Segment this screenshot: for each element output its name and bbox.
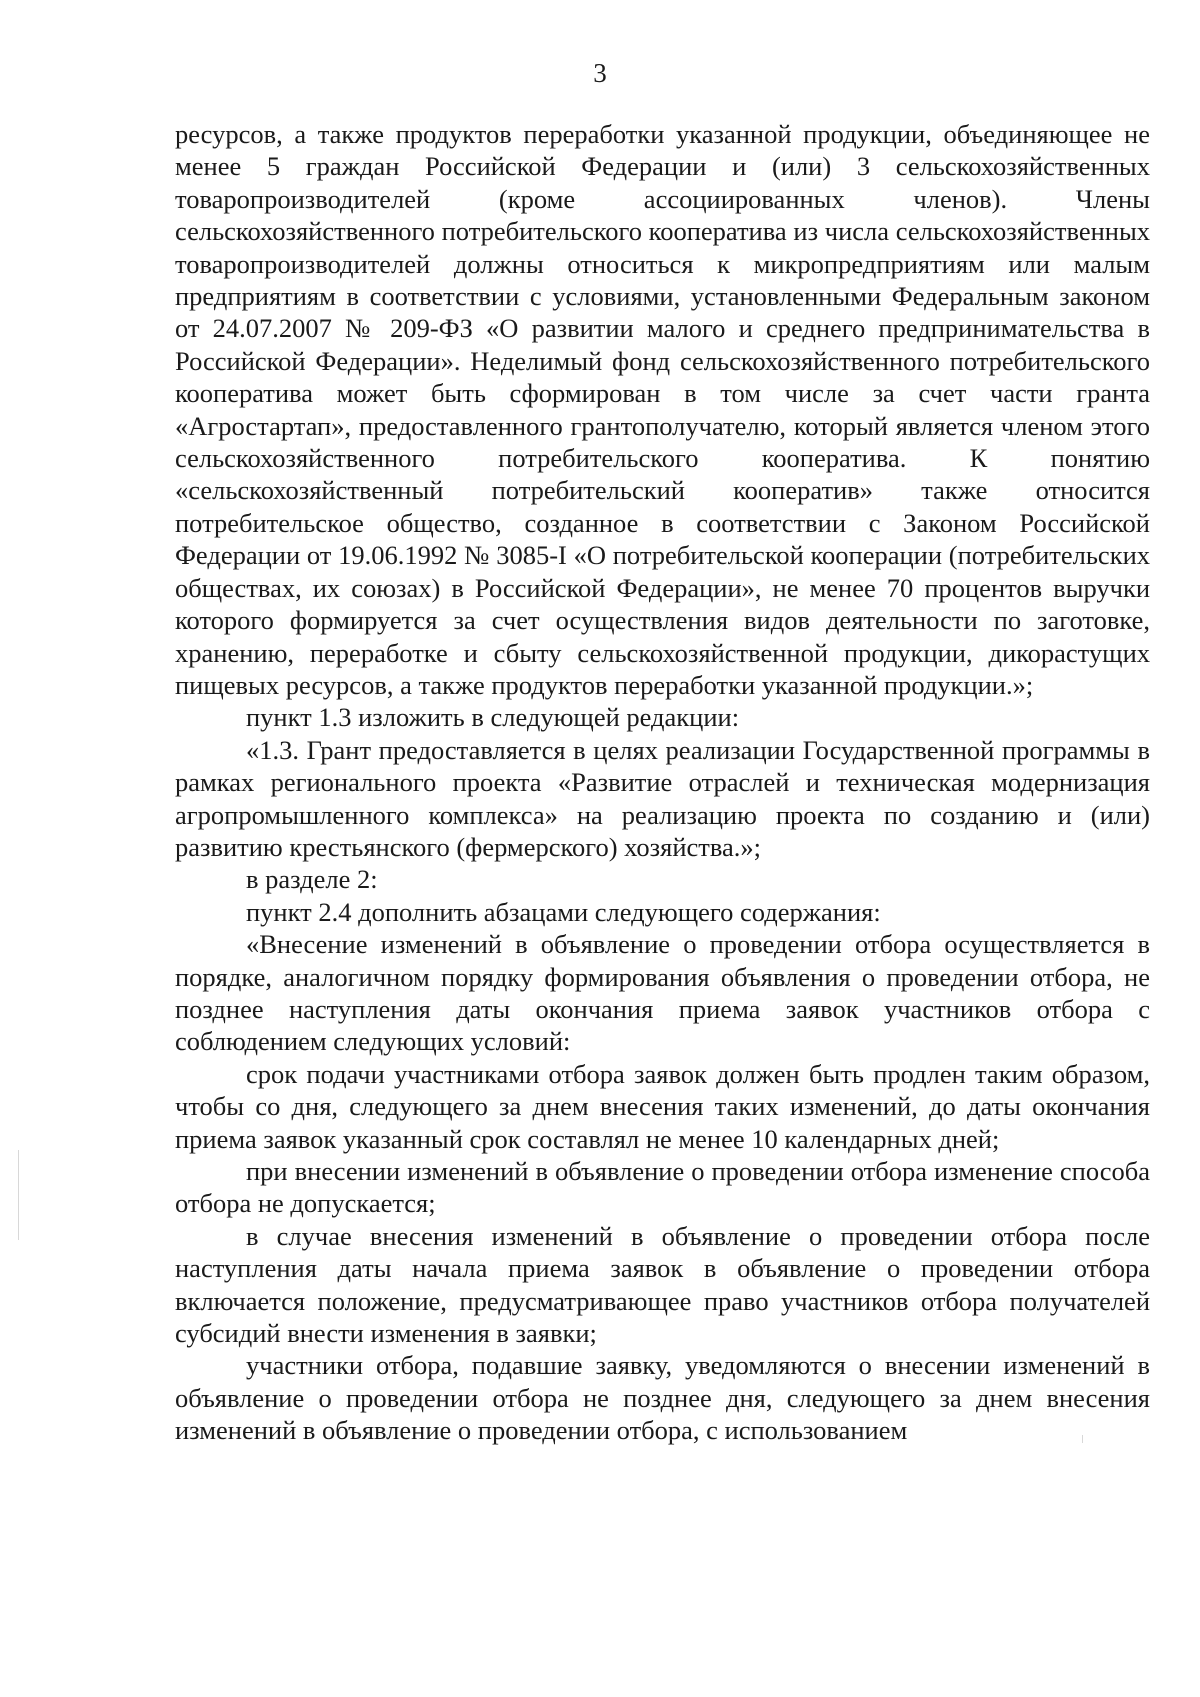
- paragraph-method-change: при внесении изменений в объявление о проведении отбора изменение способа отбора не допускается;: [175, 1156, 1150, 1219]
- scan-artifact-right: [1082, 1435, 1083, 1443]
- paragraph-deadline-extension: срок подачи участниками отбора заявок должен быть продлен таким образом, чтобы со дня, следующего за днем внесения таких изменений, до даты окончания приема заявок указанный срок составлял не менее 10 календарных дней;: [175, 1058, 1150, 1154]
- scan-artifact-left: [18, 1150, 19, 1240]
- page-number: 3: [593, 58, 607, 88]
- paragraph-amendment-procedure: «Внесение изменений в объявление о проведении отбора осуществляется в порядке, аналогичном порядку формирования объявления о проведении отбора, не позднее наступления даты окончания приема заявок участников отбора с соблюдением следующих условий:: [175, 929, 1150, 1057]
- paragraph-application-changes: в случае внесения изменений в объявление о проведении отбора после наступления даты начала приема заявок в объявление о проведении отбора включается положение, предусматривающее право участников отбора получателей субсидий внести изменения в заявки;: [175, 1220, 1150, 1349]
- paragraph-notification: участники отбора, подавшие заявку, уведомляются о внесении изменений в объявление о проведении отбора не позднее дня, следующего за днем внесения изменений в объявление о проведении отбора, с использованием: [175, 1350, 1150, 1446]
- paragraph-clause-1-3-intro: пункт 1.3 изложить в следующей редакции:: [246, 702, 740, 733]
- paragraph-clause-1-3: «1.3. Грант предоставляется в целях реализации Государственной программы в рамках регионального проекта «Развитие отраслей и техническая модернизация агропромышленного комплекса» на реализацию проекта по созданию и (или) развитию крестьянского (фермерского) хозяйства.»;: [175, 734, 1150, 862]
- paragraph-clause-2-4-intro: пункт 2.4 дополнить абзацами следующего содержания:: [246, 896, 881, 927]
- paragraph-section-2: в разделе 2:: [246, 864, 378, 895]
- document-body: [175, 118, 1150, 1447]
- paragraph-continuation: ресурсов, а также продуктов переработки указанной продукции, объединяющее не менее 5 граждан Российской Федерации и (или) 3 сельскохозяйственных товаропроизводителей (кроме ассоциированных членов). Члены сельскохозяйственного потребительского кооператива из числа сельскохозяйственных товаропроизводителей должны относиться к микропредприятиям или малым предприятиям в соответствии с условиями, установленными Федеральным законом от 24.07.2007 № 209-ФЗ «О развитии малого и среднего предпринимательства в Российской Федерации». Неделимый фонд сельскохозяйственного потребительского кооператива может быть сформирован в том числе за счет части гранта «Агростартап», предоставленного грантополучателю, который является членом этого сельскохозяйственного потребительского кооператива. К понятию «сельскохозяйственный потребительский кооператив» также относится потребительское общество, созданное в соответствии с Законом Российской Федерации от 19.06.1992 № 3085-I «О потребительской кооперации (потребительских обществах, их союзах) в Российской Федерации», не менее 70 процентов выручки которого формируется за счет осуществления видов деятельности по заготовке, хранению, переработке и сбыту сельскохозяйственной продукции, дикорастущих пищевых ресурсов, а также продуктов переработки указанной продукции.»;: [175, 119, 1150, 700]
